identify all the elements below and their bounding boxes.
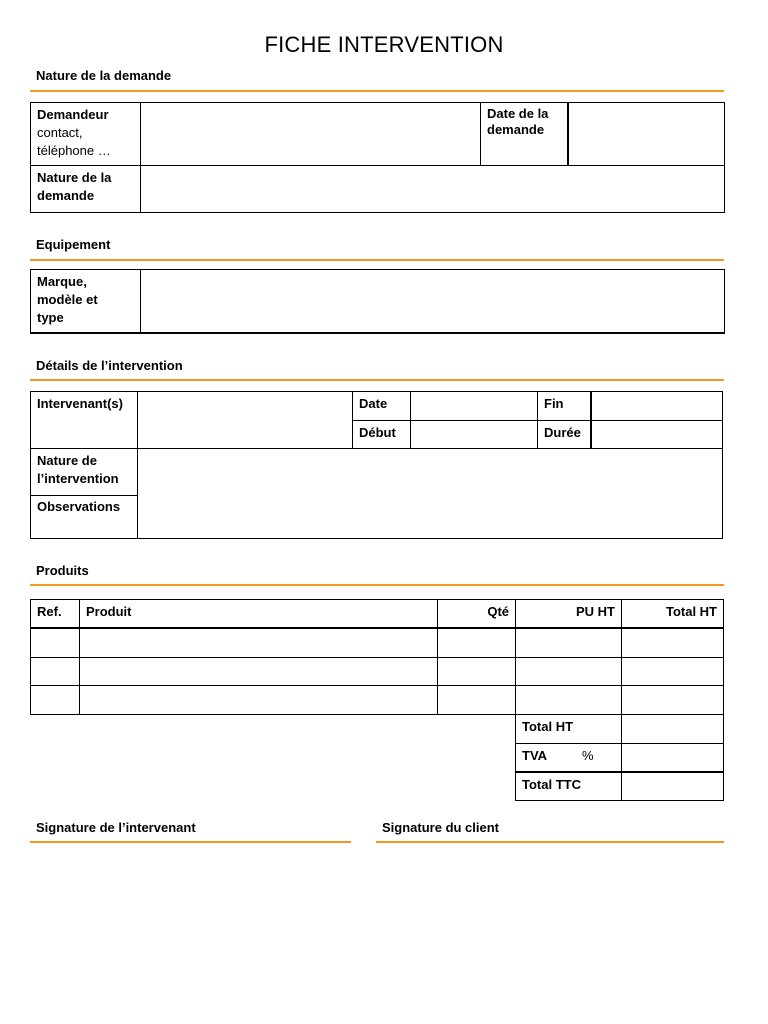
signature-intervenant-heading: Signature de l’intervenant: [36, 820, 196, 835]
nature-intervention-label-cell: [30, 448, 138, 539]
signature-intervenant-area[interactable]: [30, 850, 351, 1000]
col-header-pu-ht-label: PU HT: [576, 604, 615, 619]
debut-field[interactable]: [410, 420, 538, 449]
table-cell-qte[interactable]: [437, 685, 516, 715]
demandeur-field[interactable]: [140, 102, 481, 166]
total-ttc-label-cell: [515, 772, 622, 801]
total-ttc-label: Total TTC: [522, 777, 581, 792]
col-header-total-ht-label: Total HT: [665, 604, 717, 619]
col-header-pu-ht: [515, 599, 622, 629]
demandeur-sub-contact: contact,: [37, 125, 83, 140]
table-cell-produit[interactable]: [79, 657, 438, 686]
observations-divider: [30, 495, 138, 496]
col-header-qte-label: Qté: [487, 604, 509, 619]
nature-demande-field[interactable]: [140, 165, 725, 213]
table-cell-qte[interactable]: [437, 657, 516, 686]
debut-label-cell: [352, 420, 411, 449]
table-cell-total-ht[interactable]: [621, 685, 724, 715]
total-ht-field[interactable]: [621, 714, 724, 744]
table-cell-pu-ht[interactable]: [515, 685, 622, 715]
fin-label-cell: [537, 391, 592, 421]
nature-intervention-label-1: Nature de: [37, 453, 97, 468]
table-cell-pu-ht[interactable]: [515, 628, 622, 658]
section-rule: [30, 841, 351, 843]
date-demande-label-cell: [480, 102, 569, 166]
col-header-ref-label: Ref.: [37, 604, 62, 619]
table-cell-ref[interactable]: [30, 628, 80, 658]
page-title: FICHE INTERVENTION: [264, 32, 504, 57]
intervenants-label: Intervenant(s): [37, 396, 123, 411]
table-cell-total-ht[interactable]: [621, 628, 724, 658]
tva-label-cell: [515, 743, 622, 773]
duree-label-cell: [537, 420, 592, 449]
equipement-label-3: type: [37, 310, 64, 325]
date-label: Date: [359, 396, 388, 411]
section-heading-details: Détails de l’intervention: [36, 358, 183, 373]
signature-client-heading: Signature du client: [382, 820, 500, 835]
total-ht-label: Total HT: [522, 719, 574, 734]
total-ttc-field[interactable]: [621, 772, 724, 801]
duree-field[interactable]: [590, 420, 723, 449]
section-heading-equipement: Equipement: [36, 237, 111, 252]
demandeur-label: Demandeur: [37, 107, 109, 122]
table-cell-qte[interactable]: [437, 628, 516, 658]
equipement-field[interactable]: [140, 269, 725, 334]
table-cell-produit[interactable]: [79, 685, 438, 715]
col-header-total-ht: [621, 599, 724, 629]
nature-observations-field[interactable]: [137, 448, 723, 539]
intervenants-label-cell: [30, 391, 138, 449]
section-heading-produits: Produits: [36, 563, 89, 578]
date-demande-field[interactable]: [567, 102, 725, 166]
tva-percent: %: [582, 748, 594, 763]
date-demande-label-1: Date de la: [487, 106, 549, 121]
total-ht-label-cell: [515, 714, 622, 744]
intervenants-field[interactable]: [137, 391, 353, 449]
section-rule: [30, 379, 724, 381]
nature-demande-label-cell: [30, 165, 141, 213]
duree-label: Durée: [544, 425, 581, 440]
tva-field[interactable]: [621, 743, 724, 773]
debut-label: Début: [359, 425, 396, 440]
col-header-qte: [437, 599, 516, 629]
section-heading-nature: Nature de la demande: [36, 68, 172, 83]
table-cell-total-ht[interactable]: [621, 657, 724, 686]
col-header-produit-label: Produit: [86, 604, 132, 619]
tva-label: TVA: [522, 748, 548, 763]
table-cell-pu-ht[interactable]: [515, 657, 622, 686]
table-cell-ref[interactable]: [30, 685, 80, 715]
fin-label: Fin: [544, 396, 564, 411]
section-rule: [376, 841, 724, 843]
observations-label: Observations: [37, 499, 121, 514]
section-rule: [30, 90, 724, 92]
date-demande-label-2: demande: [487, 122, 545, 137]
demandeur-label-cell: [30, 102, 141, 166]
col-header-ref: [30, 599, 80, 629]
nature-intervention-label-2: l’intervention: [37, 471, 119, 486]
equipement-label-2: modèle et: [37, 292, 98, 307]
section-rule: [30, 584, 724, 586]
nature-demande-label-1: Nature de la: [37, 170, 112, 185]
signature-client-area[interactable]: [376, 850, 724, 1000]
table-cell-produit[interactable]: [79, 628, 438, 658]
col-header-produit: [79, 599, 438, 629]
date-field[interactable]: [410, 391, 538, 421]
demandeur-sub-phone: téléphone …: [37, 143, 111, 158]
nature-demande-label-2: demande: [37, 188, 95, 203]
table-cell-ref[interactable]: [30, 657, 80, 686]
date-label-cell: [352, 391, 411, 421]
section-rule: [30, 259, 724, 261]
fin-field[interactable]: [590, 391, 723, 421]
equipement-label-1: Marque,: [37, 274, 87, 289]
equipement-label-cell: [30, 269, 141, 334]
